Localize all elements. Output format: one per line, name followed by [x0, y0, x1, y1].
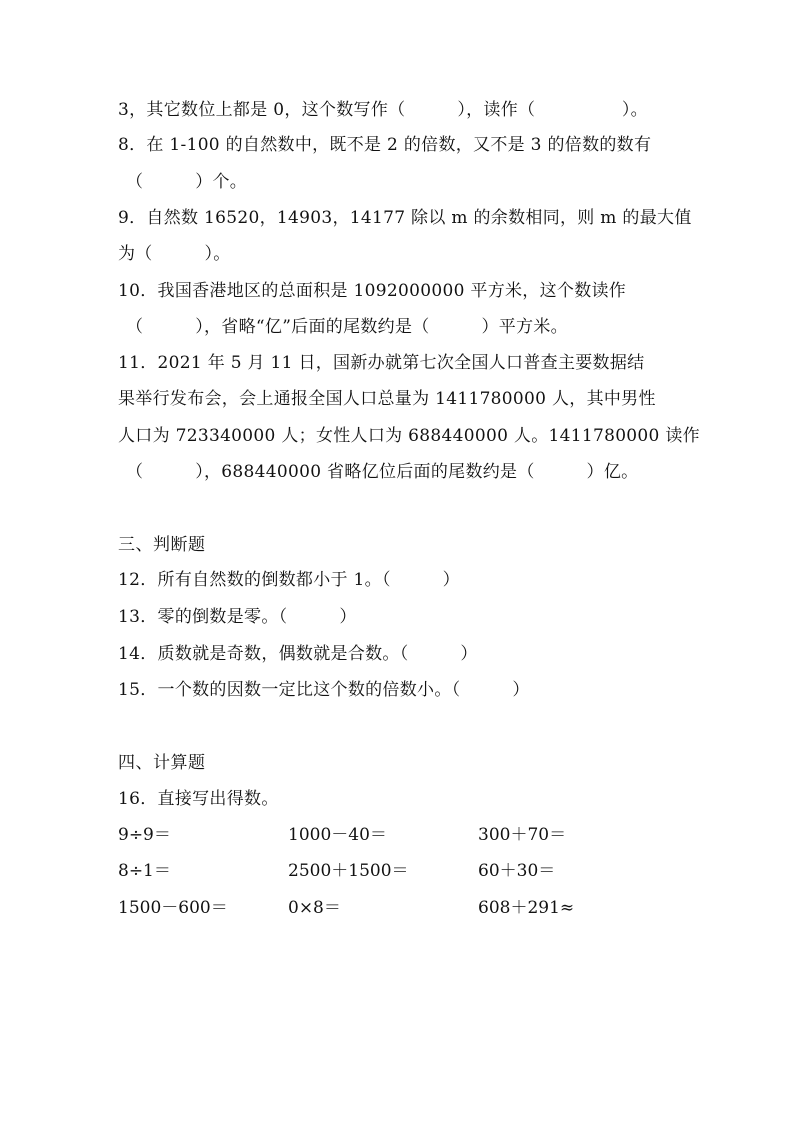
- q16-title: 16．直接写出得数。: [118, 789, 279, 809]
- q12: 12．所有自然数的倒数都小于 1。（ ）: [118, 570, 460, 590]
- calc-item: 9÷9＝: [118, 825, 171, 845]
- calc-item: 8÷1＝: [118, 861, 171, 881]
- q9-line-1: 9．自然数 16520，14903，14177 除以 m 的余数相同，则 m 的最大值: [118, 208, 692, 228]
- calc-item: 300＋70＝: [478, 825, 567, 845]
- q11-line-1: 11．2021 年 5 月 11 日，国新办就第七次全国人口普查主要数据结: [118, 353, 645, 373]
- calc-item: 60＋30＝: [478, 861, 556, 881]
- calc-item: 1500－600＝: [118, 898, 228, 918]
- q10-line-1: 10．我国香港地区的总面积是 1092000000 平方米，这个数读作: [118, 281, 627, 301]
- q10-line-2: （ ），省略“亿”后面的尾数约是（ ）平方米。: [126, 317, 568, 337]
- calc-item: 2500＋1500＝: [288, 861, 409, 881]
- calc-item: 0×8＝: [288, 898, 341, 918]
- q11-line-4: （ ），688440000 省略亿位后面的尾数约是（ ）亿。: [126, 462, 639, 482]
- q7-continuation: 3，其它数位上都是 0，这个数写作（ ），读作（ ）。: [118, 100, 648, 120]
- section-title-judgement: 三、判断题: [118, 535, 206, 555]
- q13: 13．零的倒数是零。（ ）: [118, 607, 357, 627]
- calc-item: 1000－40＝: [288, 825, 387, 845]
- q8-line-2: （ ）个。: [126, 172, 248, 192]
- q14: 14．质数就是奇数，偶数就是合数。（ ）: [118, 644, 478, 664]
- calc-item: 608＋291≈: [478, 898, 575, 918]
- q11-line-3: 人口为 723340000 人；女性人口为 688440000 人。1411780000 读作: [118, 426, 700, 446]
- section-title-calculation: 四、计算题: [118, 753, 206, 773]
- q15: 15．一个数的因数一定比这个数的倍数小。（ ）: [118, 680, 530, 700]
- q11-line-2: 果举行发布会，会上通报全国人口总量为 1411780000 人，其中男性: [118, 389, 656, 409]
- q8-line-1: 8．在 1-100 的自然数中，既不是 2 的倍数，又不是 3 的倍数的数有: [118, 135, 652, 155]
- q9-line-2: 为（ ）。: [118, 244, 231, 264]
